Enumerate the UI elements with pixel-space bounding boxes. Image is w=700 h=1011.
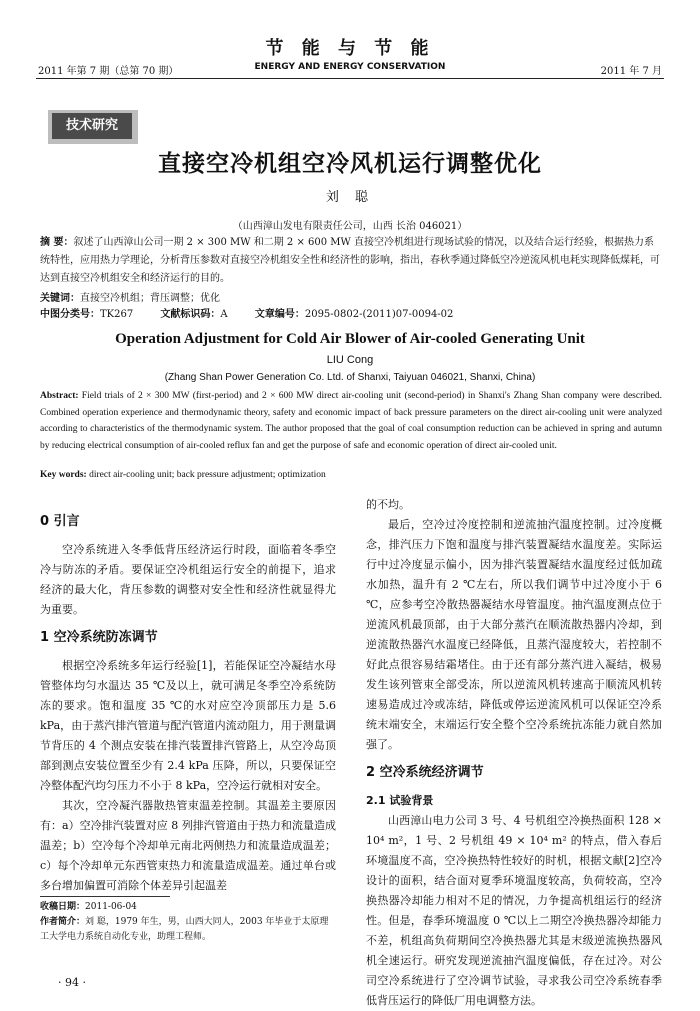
keywords-cn-label: 关键词： (40, 293, 80, 304)
paper-title-cn: 直接空冷机组空冷风机运行调整优化 (158, 151, 542, 177)
section-tag: 技术研究 (52, 113, 132, 139)
paper-title-en: Operation Adjustment for Cold Air Blower of Air-cooled Generating Unit (115, 331, 585, 347)
classification-line (40, 306, 662, 324)
clc-label: 中图分类号： (40, 309, 100, 320)
abstract-cn-label: 摘 要： (40, 237, 74, 248)
received-label: 收稿日期： (40, 902, 86, 912)
keywords-en (40, 470, 326, 480)
heading-antifreeze: 1 空冷系统防冻调节 (40, 630, 158, 645)
header-rule (36, 78, 664, 79)
paragraph: 最后，空冷过冷度控制和逆流抽汽温度控制。过冷度概念，排汽压力下饱和温度与排汽装置凝结水温度差。实际运行中过冷度显示偏小，因为排汽装置凝结水温度经过低加疏水加热，温升有 2 ℃左右，所以我们调节中过冷度小于 6 ℃，应参考空冷散热器凝结水母管温度。抽汽温度测点位于逆流风机最顶部，由于大部分蒸汽在顺流散热器内冷却，到逆流散热器汽水温度已经降低，且蒸汽湿度较大，若控制不好此点很容易结霜堵住。由于还有部分蒸汽进入凝结，极易发生该列管束全部受冻，所以逆流风机转速高于顺流风机转速易造成过冷或冻结，降低或停运逆流风机可以保证空冷系统末端安全，末端运行安全整个空冷系统抗冻能力就自然加强了。 (366, 518, 662, 751)
bio-label: 作者简介： (40, 917, 86, 927)
abstract-en-label: Abstract: (40, 391, 79, 401)
abstract-en-text: Field trials of 2 × 300 MW (first-period) and 2 × 600 MW direct air-cooling unit (second-period) in Shanxi's Zhang Shan company were described. Combined operation experience and thermodynamic theory, safety and economic impact of back pressure parameters on the direct air-cooling unit were analyzed according to characteristics of the thermodynamic system. The author proposed that the goal of coal consumption reduction can be achieved in spring and autumn by reducing electrical consumption of air-cooled reflux fan and get the purpose of safe and economic operation of direct air-cooled unit. (40, 391, 662, 451)
journal-title-cn: 节 能 与 节 能 (265, 38, 435, 59)
received-value: 2011-06-04 (85, 902, 137, 912)
received-date (40, 900, 336, 915)
author-cn: 刘 聪 (325, 190, 375, 205)
abstract-cn-text: 叙述了山西漳山公司一期 2 × 300 MW 和二期 2 × 600 MW 直接空冷机组进行现场试验的情况，以及结合运行经验，根据热力系统特性，应用热力学理论，分析背压参数对直接空冷机组安全性和经济性的影响，指出，春秋季通过降低空冷逆流风机电耗实现降低煤耗，可达到直接空冷机组安全和经济运行的目的。 (40, 237, 660, 284)
clc-value: TK267 (100, 309, 134, 320)
footnote (40, 900, 336, 945)
paragraph: 根据空冷系统多年运行经验[1]，若能保证空冷凝结水母管整体均匀水温达 35 ℃及以上，就可满足冬季空冷系统防冻的要求。饱和温度 35 ℃的水对应空冷顶部压力是 5.6 kPa，由于蒸汽排汽管道与配汽管道内流动阻力，用于测量调节背压的 4 个测点安装在排汽装置排汽管路上，从空冷岛顶部到测点安装位置至少有 2.4 kPa 压降，所以，只要保证空冷整体配汽均匀压力不小于 8 kPa，空冷运行就相对安全。 (40, 659, 336, 792)
abstract-en (40, 388, 662, 454)
journal-title-en: ENERGY AND ENERGY CONSERVATION (254, 62, 446, 72)
right-column (366, 495, 662, 1011)
footnote-rule (40, 896, 170, 897)
paragraph: 其次，空冷凝汽器散热管束温差控制。其温差主要原因有：a）空冷排汽装置对应 8 列排汽管道由于热力和流量造成温差；b）空冷每个冷却单元南北两侧热力和流量造成温差；c）每个冷却单元东西管束热力和流量造成温差。通过单台或多台增加偏置可消除个体差异引起温差 (40, 799, 336, 892)
affiliation-en: (Zhang Shan Power Generation Co. Ltd. of Shanxi, Taiyuan 046021, Shanxi, China) (164, 372, 536, 383)
paragraph: 空冷系统进入冬季低背压经济运行时段，面临着冬季空冷与防冻的矛盾。要保证空冷机组运行安全的前提下，追求经济的最大化，背压参数的调整对安全性和经济性就显得尤为重要。 (40, 543, 336, 616)
heading-test-background: 2.1 试验背景 (366, 794, 434, 807)
paragraph: 山西漳山电力公司 3 号、4 号机组空冷换热面积 128 × 10⁴ m²，1 号、2 号机组 49 × 10⁴ m² 的特点，借入春后环境温度不高，空冷换热特性较好的时机，根据文献[2]空冷设计的面积，结合面对夏季环境温度较高，负荷较高，空冷换热器冷却能力相对不足的情况，力争提高机组运行的经济性。但是，春季环境温度 0 ℃以上二期空冷换热器冷却能力不差，机组高负荷期间空冷换热器尤其是末级逆流换热器风机全速运行。研究发现逆流抽汽温度偏低，存在过冷。对公司空冷系统进行了空冷调节试验，寻求我公司空冷系统春季低背压运行的降低厂用电调整方法。 (366, 814, 662, 1007)
doc-code-label: 文献标识码： (160, 309, 221, 320)
keywords-cn-text: 直接空冷机组；背压调整；优化 (80, 293, 220, 304)
left-column (40, 504, 336, 896)
article-no-label: 文章编号： (254, 309, 305, 320)
author-bio (40, 915, 336, 945)
keywords-en-label: Key words: (40, 470, 87, 480)
issue-info: 2011 年第 7 期（总第 70 期） (38, 66, 179, 77)
article-no-value: 2095-0802-(2011)07-0094-02 (304, 309, 454, 320)
keywords-en-text: direct air-cooling unit; back pressure adjustment; optimization (86, 470, 326, 480)
heading-economic: 2 空冷系统经济调节 (366, 765, 484, 780)
heading-introduction: 0 引言 (40, 514, 80, 529)
abstract-cn (40, 234, 662, 288)
doc-code-value: A (220, 309, 228, 320)
affiliation-cn: （山西漳山发电有限责任公司，山西 长治 046021） (232, 221, 468, 232)
issue-date: 2011 年 7 月 (600, 66, 662, 77)
author-en: LIU Cong (326, 354, 374, 366)
bio-text: 刘 聪，1979 年生，男，山西大同人，2003 年毕业于太原理工大学电力系统自动化专业，助理工程师。 (40, 917, 329, 942)
page-number: · 94 · (58, 976, 86, 989)
paragraph: 的不均。 (366, 498, 410, 511)
